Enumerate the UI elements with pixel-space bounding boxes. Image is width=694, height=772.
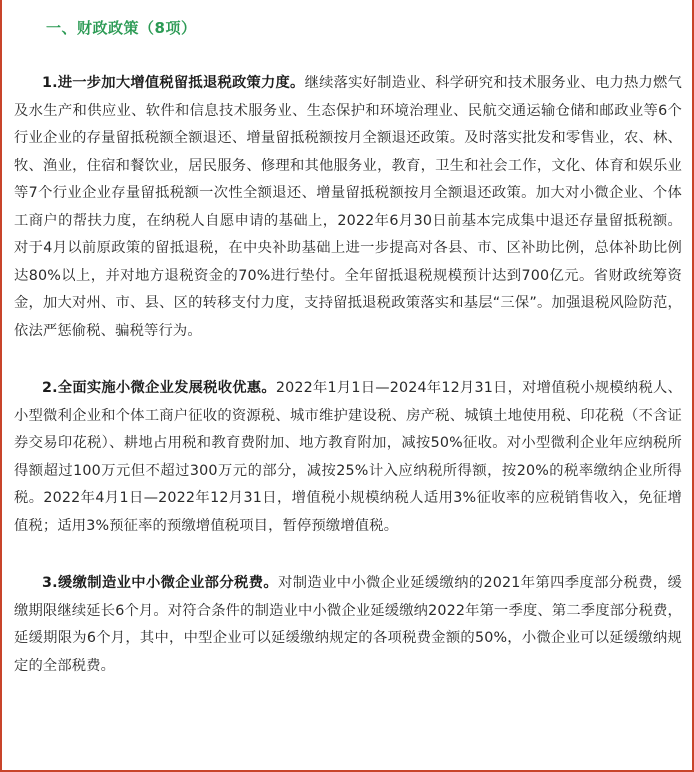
policy-item-3-title: 3.缓缴制造业中小微企业部分税费。 [42, 575, 279, 591]
policy-item-1-body: 继续落实好制造业、科学研究和技术服务业、电力热力燃气及水生产和供应业、软件和信息技术服务业、生态保护和环境治理业、民航交通运输仓储和邮政业等6个行业企业的存量留抵税额全额退还、增量留抵税额按月全额退还政策。及时落实批发和零售业，农、林、牧、渔业，住宿和餐饮业，居民服务、修理和其他服务业，教育，卫生和社会工作，文化、体育和娱乐业等7个行业企业存量留抵税额一次性全额退还、增量留抵税额按月全额退还政策。加大对小微企业、个体工商户的帮扶力度，在纳税人自愿申请的基础上，2022年6月30日前基本完成集中退还存量留抵税额。对于4月以前原政策的留抵退税，在中央补助基础上进一步提高对各县、市、区补助比例，总体补助比例达80%以上，并对地方退税资金的70%进行垫付。全年留抵退税规模预计达到700亿元。省财政统筹资金，加大对州、市、县、区的转移支付力度，支持留抵退税政策落实和基层“三保”。加强退税风险防范，依法严惩偷税、骗税等行为。 [14, 75, 682, 339]
policy-item-1 [14, 70, 682, 345]
policy-item-2-body: 2022年1月1日—2024年12月31日，对增值税小规模纳税人、小型微利企业和个体工商户征收的资源税、城市维护建设税、房产税、城镇土地使用税、印花税（不含证券交易印花税）、耕地占用税和教育费附加、地方教育附加，减按50%征收。对小型微利企业年应纳税所得额超过100万元但不超过300万元的部分，减按25%计入应纳税所得额，按20%的税率缴纳企业所得税。2022年4月1日—2022年12月31日，增值税小规模纳税人适用3%征收率的应税销售收入，免征增值税；适用3%预征率的预缴增值税项目，暂停预缴增值税。 [14, 380, 682, 534]
policy-list [14, 70, 682, 710]
policy-item-1-title: 1.进一步加大增值税留抵退税政策力度。 [42, 75, 305, 91]
policy-item-3 [14, 570, 682, 680]
policy-item-2-title: 2.全面实施小微企业发展税收优惠。 [42, 380, 276, 396]
section-heading: 一、财政政策（8项） [46, 19, 197, 37]
policy-item-2 [14, 375, 682, 540]
policy-item-3-body: 对制造业中小微企业延缓缴纳的2021年第四季度部分税费，缓缴期限继续延长6个月。对符合条件的制造业中小微企业延缓缴纳2022年第一季度、第二季度部分税费，延缓期限为6个月，其中，中型企业可以延缓缴纳规定的各项税费金额的50%，小微企业可以延缓缴纳规定的全部税费。 [14, 575, 682, 674]
